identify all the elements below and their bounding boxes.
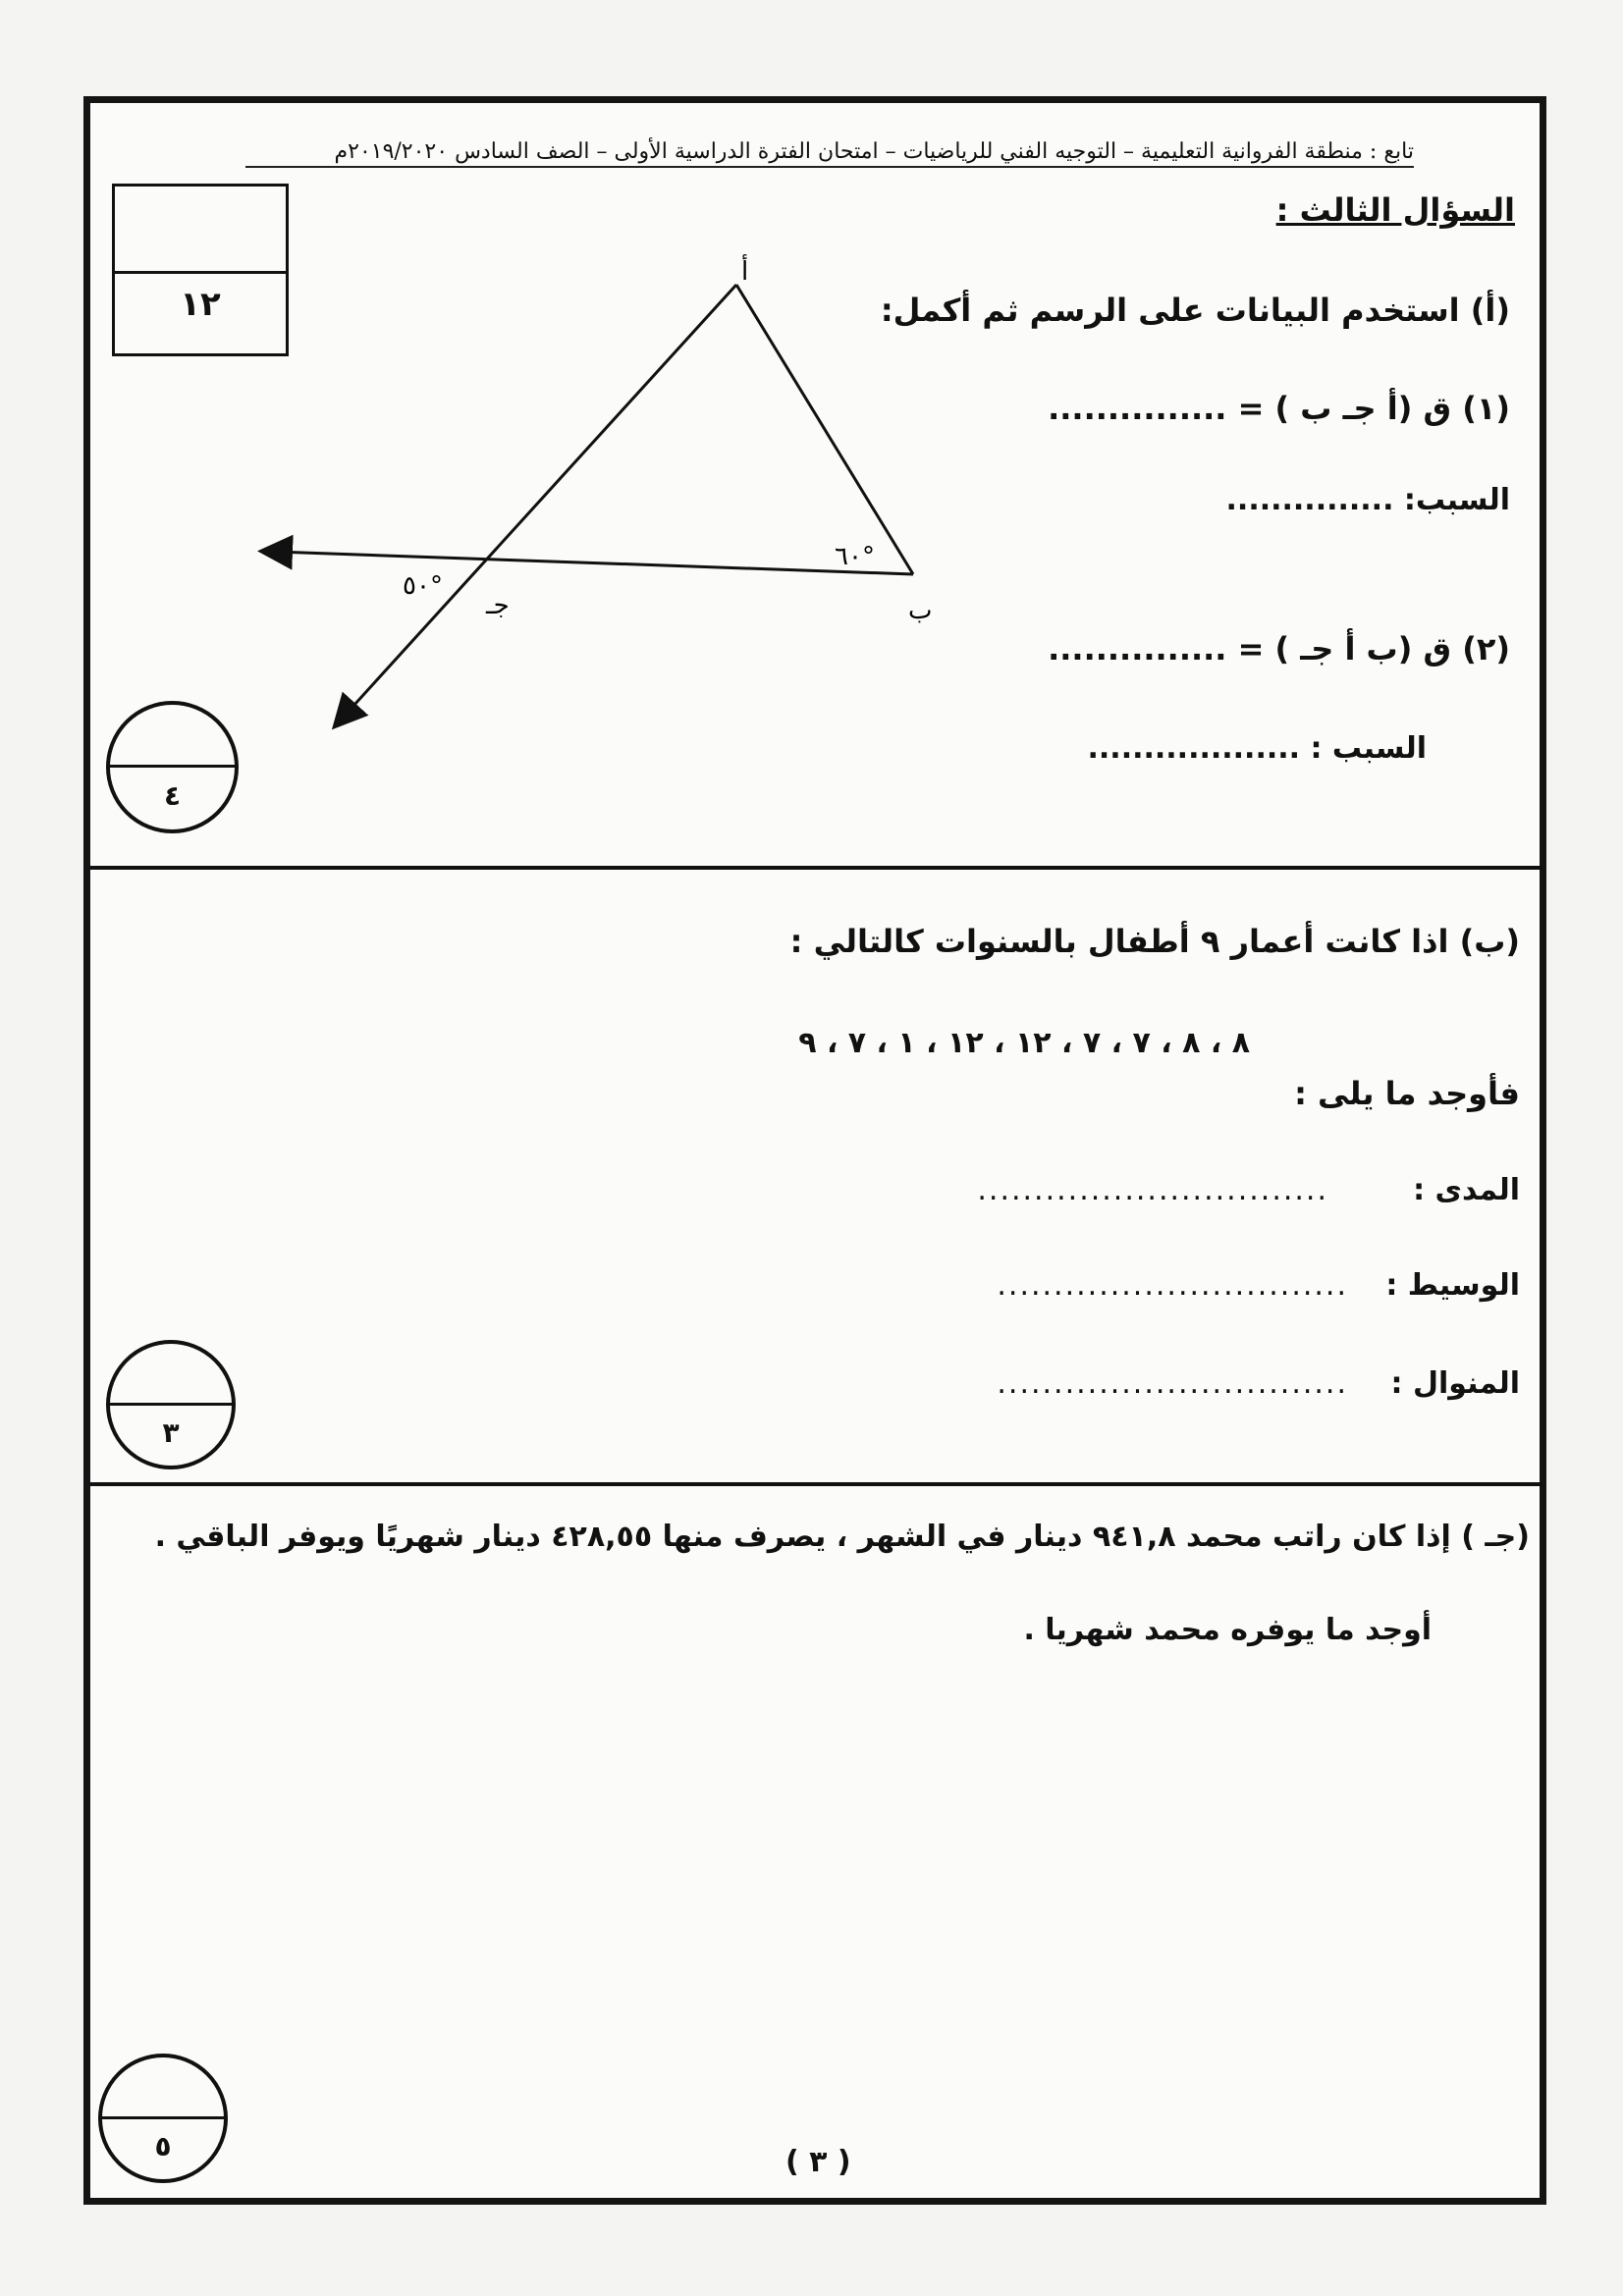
question-title: السؤال الثالث : xyxy=(1275,191,1515,229)
angle-c-label: ٥٠° xyxy=(403,571,443,601)
part-b-mode-label: المنوال : xyxy=(1390,1366,1520,1401)
divider-a-b xyxy=(90,866,1543,870)
part-c-line2: أوجد ما يوفره محمد شهريا . xyxy=(1023,1613,1432,1647)
part-c-score-circle xyxy=(98,2054,228,2183)
part-a-score: ٤ xyxy=(163,779,182,813)
vertex-c-label: جـ xyxy=(486,591,510,620)
triangle-figure xyxy=(255,250,962,741)
part-b-instruction: (ب) اذا كانت أعمار ٩ أطفال بالسنوات كالتالي : xyxy=(789,923,1520,960)
vertex-a-label: أ xyxy=(741,257,749,287)
part-b-median-dots: ............................... xyxy=(997,1268,1348,1303)
part-c-line1: (جـ ) إذا كان راتب محمد ٩٤١,٨ دينار في الشهر ، يصرف منها ٤٢٨,٥٥ دينار شهريًا ويوفر الباقي . xyxy=(154,1520,1530,1554)
ray-bc xyxy=(275,552,913,574)
part-a-q1-reason: السبب: ............... xyxy=(1225,483,1510,517)
part-a-q1: (١) ق (أ جـ ب ) = ............... xyxy=(1048,390,1510,427)
total-score: ١٢ xyxy=(180,285,221,324)
part-b-median-label: الوسيط : xyxy=(1385,1268,1520,1303)
divider-b-c xyxy=(90,1482,1543,1486)
part-c-score: ٥ xyxy=(154,2129,172,2163)
part-a-q2: (٢) ق (ب أ جـ ) = ............... xyxy=(1048,630,1510,667)
part-b-range-dots: ............................... xyxy=(977,1173,1328,1207)
vertex-b-label: ب xyxy=(908,596,933,625)
part-b-find: فأوجد ما يلى : xyxy=(1294,1075,1520,1112)
ray-ac xyxy=(344,285,736,717)
part-b-range-label: المدى : xyxy=(1413,1173,1520,1207)
part-a-instruction: (أ) استخدم البيانات على الرسم ثم أكمل: xyxy=(880,292,1510,329)
page-header: تابع : منطقة الفروانية التعليمية – التوجيه الفني للرياضيات – امتحان الفترة الدراسية الأولى – الصف السادس ٢٠١٩/٢٠٢٠م xyxy=(245,139,1414,168)
side-ab xyxy=(736,285,913,574)
page-number: ( ٣ ) xyxy=(785,2145,851,2179)
part-b-score-circle xyxy=(106,1340,236,1469)
part-a-score-circle xyxy=(106,701,239,833)
part-a-q2-reason: السبب : ................... xyxy=(1087,731,1427,766)
angle-b-label: ٦٠° xyxy=(835,542,875,571)
part-b-mode-dots: ............................... xyxy=(997,1366,1348,1401)
part-b-data: ٨ ، ٨ ، ٧ ، ٧ ، ١٢ ، ١٢ ، ١ ، ٧ ، ٩ xyxy=(798,1026,1250,1060)
part-b-score: ٣ xyxy=(162,1415,180,1449)
